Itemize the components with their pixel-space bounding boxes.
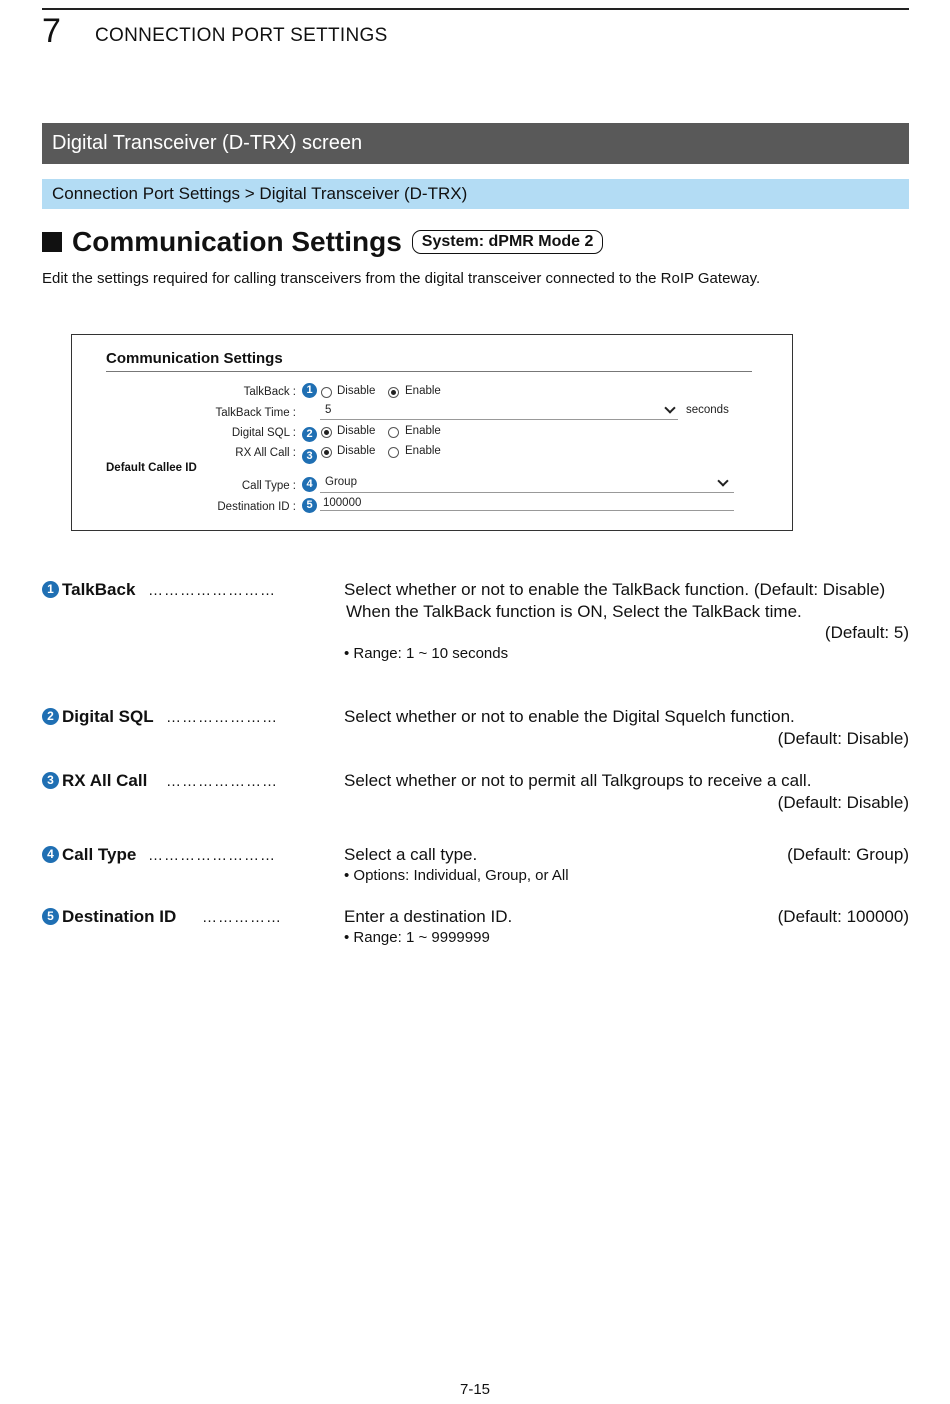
item-1-number: 1 bbox=[42, 581, 59, 598]
seconds-unit: seconds bbox=[686, 404, 729, 416]
digital-sql-disable-radio[interactable] bbox=[321, 427, 332, 438]
item-5-dots: …………… bbox=[202, 909, 282, 926]
talkback-time-label: TalkBack Time : bbox=[215, 407, 296, 419]
destination-id-input[interactable] bbox=[320, 510, 734, 511]
item-1-line1: Select whether or not to enable the TalkBack function. (Default: Disable) bbox=[344, 580, 886, 599]
digital-sql-disable-label: Disable bbox=[337, 425, 376, 437]
talkback-label: TalkBack : bbox=[243, 386, 296, 398]
chevron-down-icon[interactable] bbox=[664, 402, 675, 413]
page-number: 7-15 bbox=[459, 1381, 491, 1398]
marker-2: 2 bbox=[302, 427, 317, 442]
digital-sql-enable-label: Enable bbox=[405, 425, 441, 437]
item-4-line1: Select a call type. bbox=[344, 845, 478, 864]
square-bullet-icon bbox=[42, 232, 62, 252]
panel-title: Communication Settings bbox=[106, 350, 283, 367]
item-3-line1: Select whether or not to permit all Talkgroups to receive a call. bbox=[344, 771, 812, 790]
digital-sql-label: Digital SQL : bbox=[231, 427, 296, 439]
call-type-select[interactable] bbox=[320, 492, 734, 493]
item-1-line2: When the TalkBack function is ON, Select the TalkBack time. bbox=[346, 602, 802, 621]
item-2-default: (Default: Disable) bbox=[777, 729, 909, 748]
rx-all-call-label: RX All Call : bbox=[235, 447, 296, 459]
item-1-bullet: • Range: 1 ~ 10 seconds bbox=[344, 645, 509, 662]
default-callee-id-label: Default Callee ID bbox=[106, 462, 197, 474]
item-3-dots: ………………… bbox=[166, 773, 278, 790]
digital-sql-enable-radio[interactable] bbox=[388, 427, 399, 438]
talkback-disable-radio[interactable] bbox=[321, 387, 332, 398]
item-3-label: RX All Call bbox=[62, 771, 148, 790]
item-4-default: (Default: Group) bbox=[787, 845, 909, 864]
item-5-label: Destination ID bbox=[62, 907, 177, 926]
rx-all-call-disable-label: Disable bbox=[337, 445, 376, 457]
section-title: Communication Settings bbox=[72, 226, 402, 257]
talkback-time-value[interactable]: 5 bbox=[325, 404, 332, 416]
item-4-number: 4 bbox=[42, 846, 59, 863]
section-heading bbox=[42, 222, 603, 262]
destination-id-value[interactable]: 100000 bbox=[323, 497, 362, 509]
chevron-down-icon[interactable] bbox=[717, 475, 728, 486]
call-type-label: Call Type : bbox=[241, 480, 296, 492]
talkback-time-select[interactable] bbox=[320, 419, 678, 420]
marker-3: 3 bbox=[302, 449, 317, 464]
item-2-dots: ………………… bbox=[166, 709, 278, 726]
item-4-label: Call Type bbox=[62, 845, 137, 864]
marker-4: 4 bbox=[302, 477, 317, 492]
marker-1: 1 bbox=[302, 383, 317, 398]
item-2-label: Digital SQL bbox=[62, 707, 154, 726]
call-type-value[interactable]: Group bbox=[325, 476, 357, 488]
item-5-number: 5 bbox=[42, 908, 59, 925]
item-1-label: TalkBack bbox=[62, 580, 136, 599]
item-5-bullet: • Range: 1 ~ 9999999 bbox=[344, 929, 490, 946]
talkback-enable-label: Enable bbox=[405, 385, 441, 397]
intro-text: Edit the settings required for calling transceivers from the digital transceiver connected to the RoIP Gateway. bbox=[42, 270, 761, 287]
item-3-number: 3 bbox=[42, 772, 59, 789]
talkback-disable-label: Disable bbox=[337, 385, 376, 397]
item-3-default: (Default: Disable) bbox=[777, 793, 909, 812]
talkback-enable-radio[interactable] bbox=[388, 387, 399, 398]
panel-divider bbox=[106, 371, 752, 372]
destination-id-label: Destination ID : bbox=[217, 501, 296, 513]
item-1-dots: …………………… bbox=[148, 582, 276, 599]
screen-title-bar: Digital Transceiver (D-TRX) screen bbox=[42, 123, 909, 164]
rx-all-call-enable-radio[interactable] bbox=[388, 447, 399, 458]
system-badge: System: dPMR Mode 2 bbox=[412, 230, 604, 254]
item-1-default: (Default: 5) bbox=[824, 623, 909, 642]
item-2-line1: Select whether or not to enable the Digital Squelch function. bbox=[344, 707, 795, 726]
rx-all-call-enable-label: Enable bbox=[405, 445, 441, 457]
settings-screenshot-panel bbox=[71, 334, 793, 531]
item-5-default: (Default: 100000) bbox=[777, 907, 909, 926]
item-4-dots: …………………… bbox=[148, 847, 276, 864]
breadcrumb: Connection Port Settings > Digital Transceiver (D-TRX) bbox=[42, 179, 909, 209]
item-4-bullet: • Options: Individual, Group, or All bbox=[344, 867, 569, 884]
chapter-number: 7 bbox=[42, 12, 61, 50]
rx-all-call-disable-radio[interactable] bbox=[321, 447, 332, 458]
item-2-number: 2 bbox=[42, 708, 59, 725]
top-rule bbox=[42, 8, 909, 10]
marker-5: 5 bbox=[302, 498, 317, 513]
item-5-line1: Enter a destination ID. bbox=[344, 907, 513, 926]
chapter-title: CONNECTION PORT SETTINGS bbox=[95, 25, 388, 46]
